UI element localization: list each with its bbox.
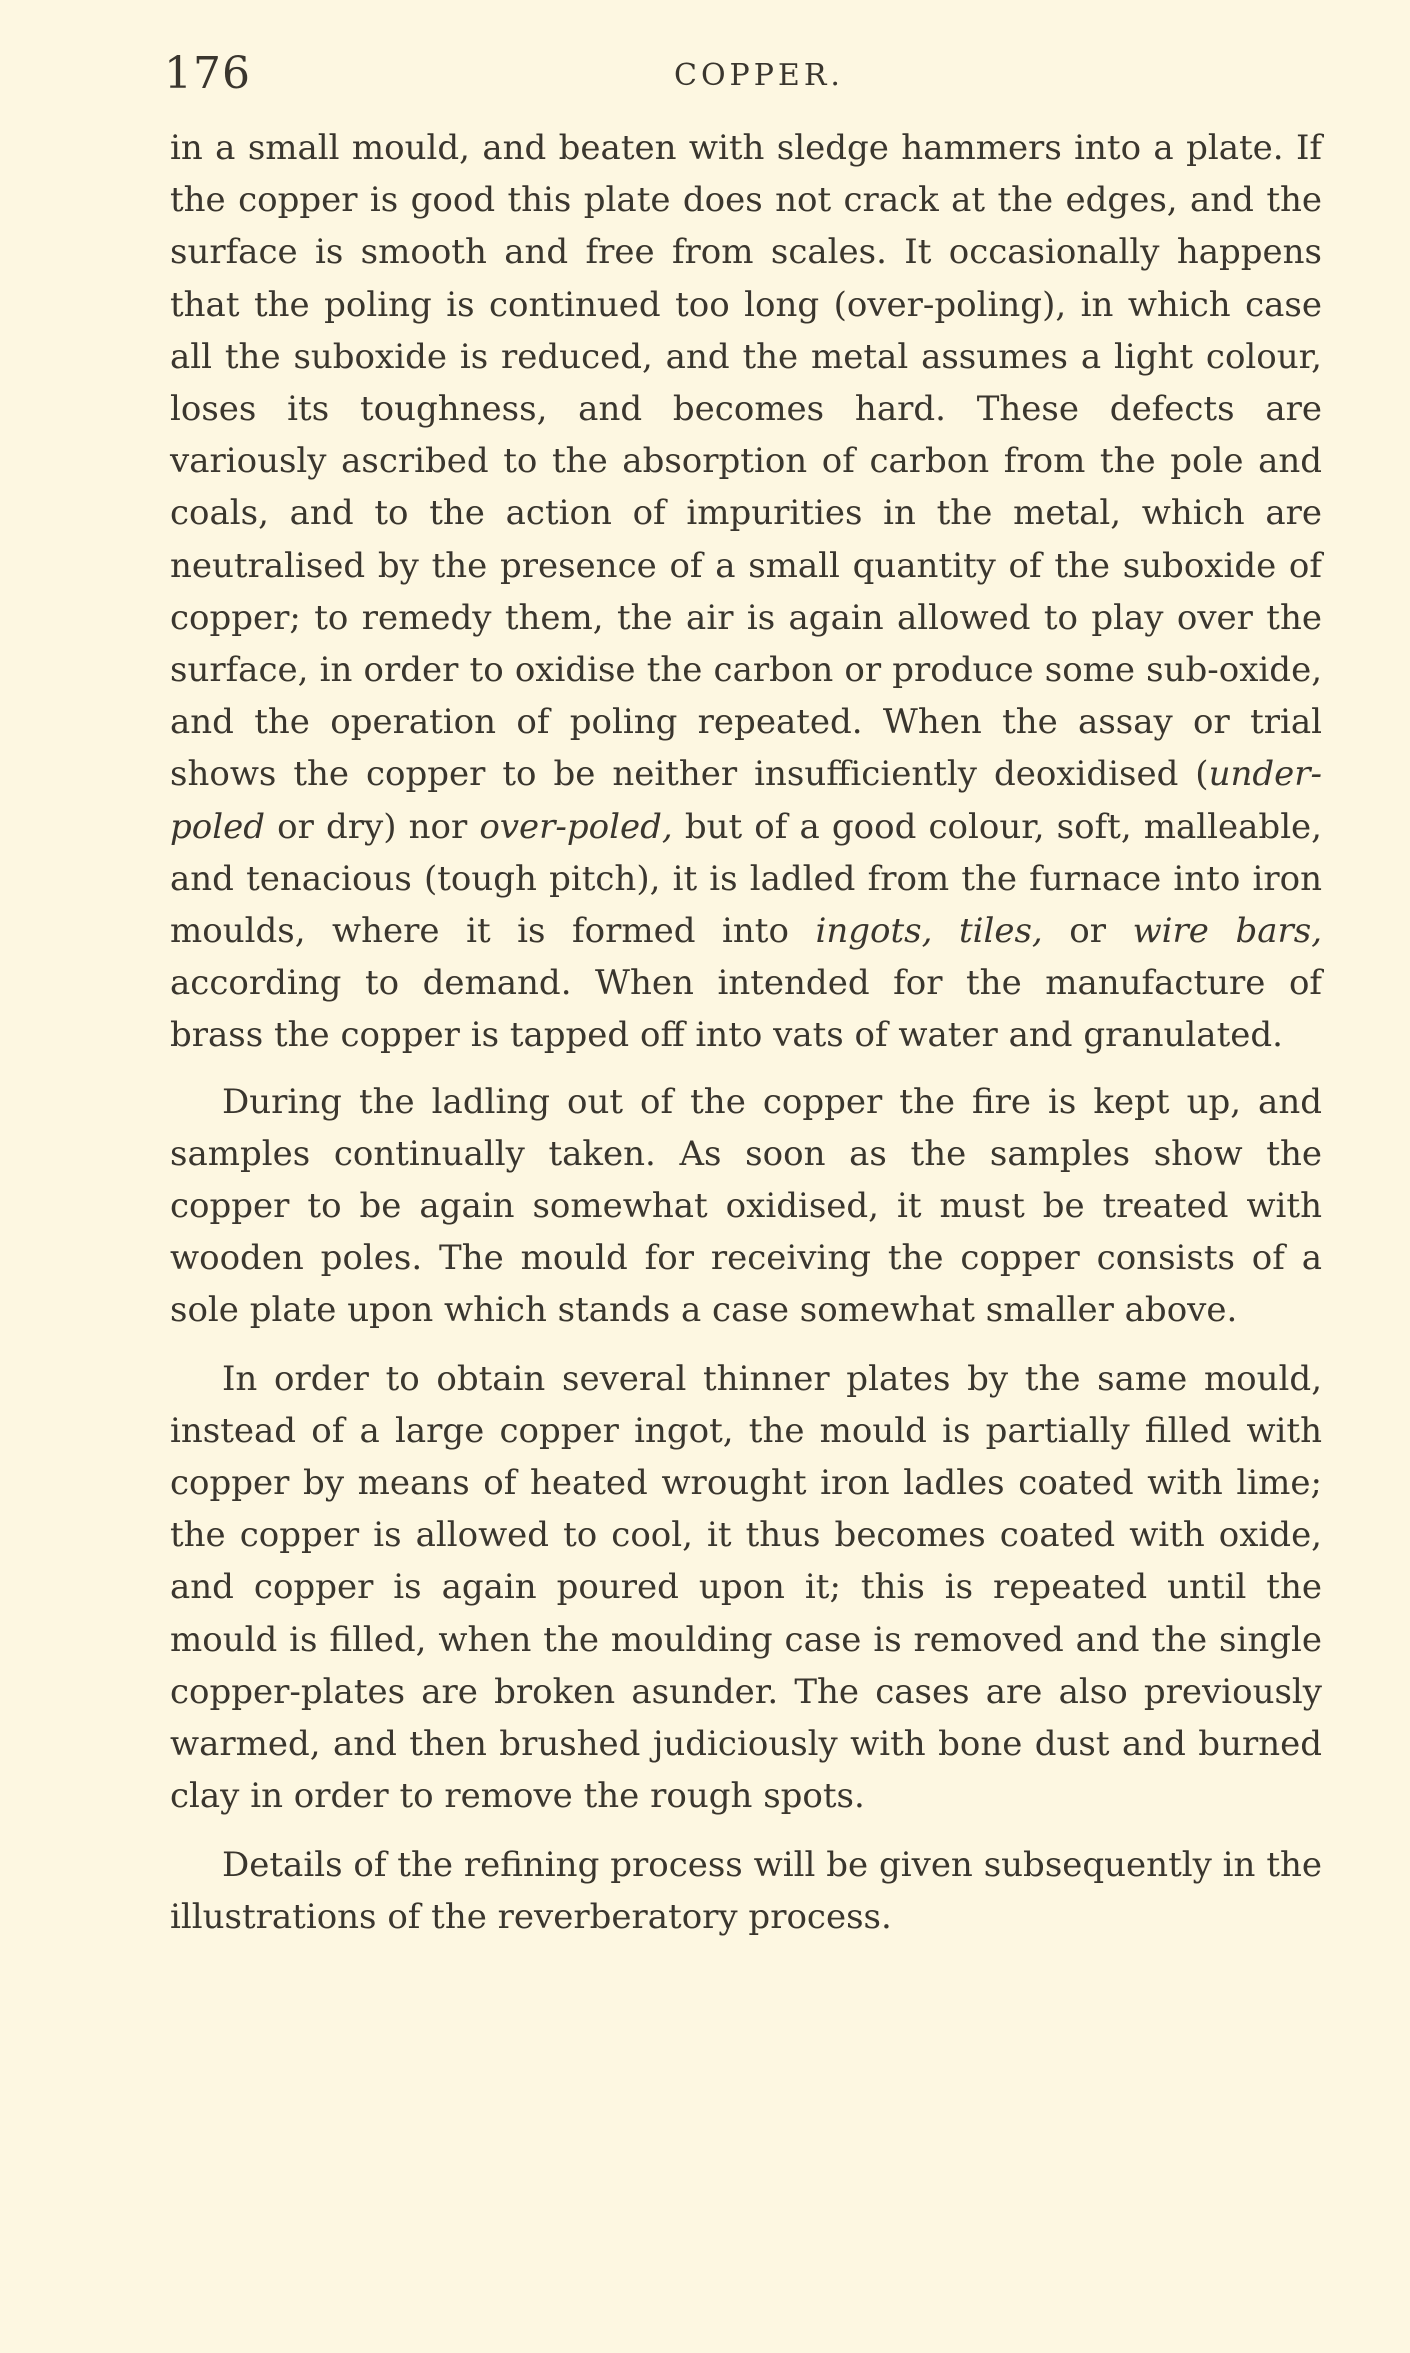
italic-segment: wire bars, bbox=[1132, 911, 1323, 952]
text-segment: or bbox=[1042, 911, 1133, 952]
text-segment: During the ladling out of the copper the fire is kept up, and samples continually taken. As soon as the samples show the copper to be again somewhat oxidised, it must be treated with wooden poles. The mould for receiving the copper consists of a sole plate upon which stands a case somewhat smaller above. bbox=[170, 1081, 1322, 1331]
italic-segment: ingots, tiles, bbox=[815, 911, 1043, 952]
text-segment: Details of the refining process will be given subsequently in the illustrations of the reverberatory process. bbox=[170, 1844, 1322, 1937]
italic-segment: under-poled bbox=[170, 754, 1322, 847]
italic-segment: over-poled, bbox=[479, 806, 673, 847]
running-title: COPPER. bbox=[674, 58, 844, 93]
page-header bbox=[164, 40, 1344, 120]
page-number: 176 bbox=[164, 48, 251, 99]
text-segment: in a small mould, and beaten with sledge hammers into a plate. If the copper is good this plate does not crack at the edges, and the surface is smooth and free from scales. It occasionally happens that the poling is continued too long (over-poling), in which case all the suboxide is reduced, and the metal assumes a light colour, loses its toughness, and becomes hard. These defects are variously ascribed to the absorption of carbon from the pole and coals, and to the action of impurities in the metal, which are neutralised by the presence of a small quantity of the suboxide of copper; to remedy them, the air is again allowed to play over the surface, in order to oxidise the carbon or produce some sub-oxide, and the operation of poling repeated. When the assay or trial shows the copper to be neither insufficiently deoxidised ( bbox=[170, 128, 1322, 795]
text-segment: but of a good colour, soft, malleable, and tenacious (tough pitch), it is ladled from the furnace into iron moulds, where it is formed into bbox=[170, 806, 1322, 952]
paragraph-3 bbox=[170, 1353, 1322, 1823]
body-text bbox=[170, 122, 1322, 1959]
paragraph-2 bbox=[170, 1076, 1322, 1337]
text-segment: or dry) nor bbox=[265, 806, 480, 847]
paragraph-4 bbox=[170, 1839, 1322, 1943]
paragraph-1 bbox=[170, 122, 1322, 1062]
text-segment: In order to obtain several thinner plates by the same mould, instead of a large copper ingot, the mould is partially filled with copper by means of heated wrought iron ladles coated with lime; the copper is allowed to cool, it thus becomes coated with oxide, and copper is again poured upon it; this is repeated until the mould is filled, when the moulding case is removed and the single copper-plates are broken asunder. The cases are also previously warmed, and then brushed judiciously with bone dust and burned clay in order to remove the rough spots. bbox=[170, 1358, 1322, 1817]
text-segment: according to demand. When intended for the manufacture of brass the copper is tapped off into vats of water and granulated. bbox=[170, 963, 1322, 1056]
